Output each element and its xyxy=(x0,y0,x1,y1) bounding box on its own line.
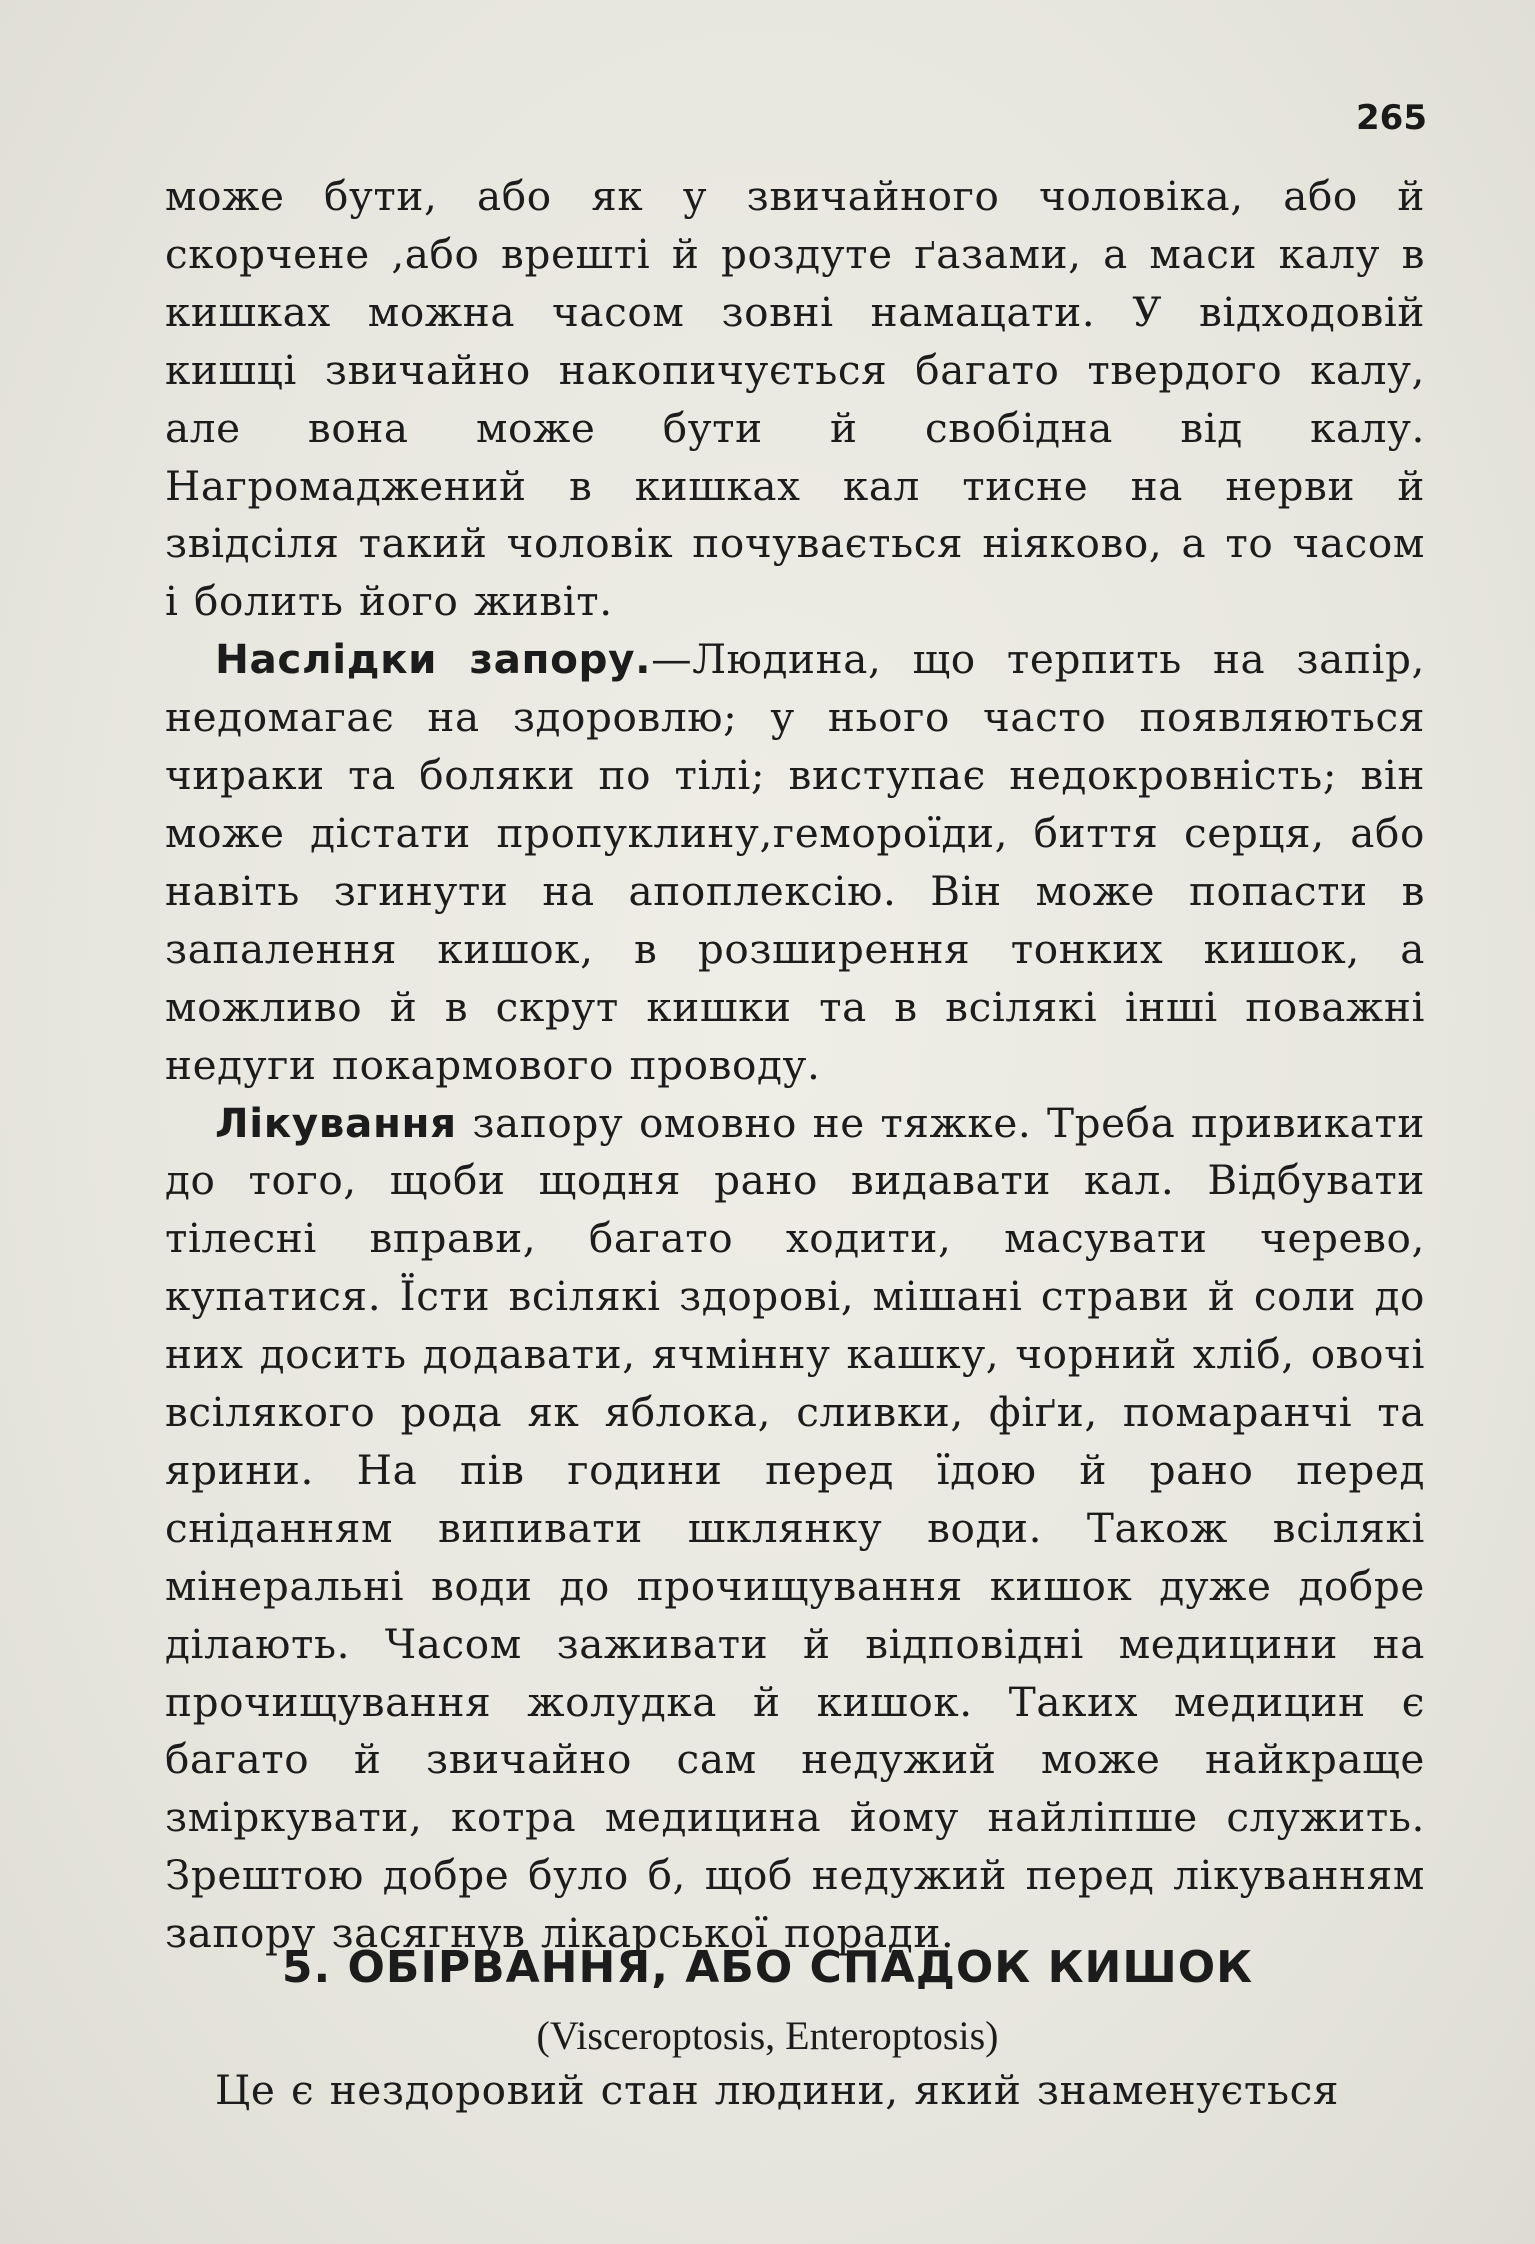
paragraph-2-text: —Людина, що терпить на запір, недомагає на здоровлю; у нього часто появляються чираки та боляки по тілі; виступає недокровність; він може дістати пропуклину,гемороїди, биття серця, або навіть згинути на апоплексію. Він може попасти в запалення кишок, в розширення тонких кишок, а можливо й в скрут кишки та в всілякі інші поважні недуги покармового проводу. xyxy=(165,635,1425,1089)
page-number: 265 xyxy=(1356,98,1427,138)
section-title: 5. ОБІРВАННЯ, АБО СПАДОК КИШОК xyxy=(281,1942,1254,1993)
section-subtitle: (Visceroptosis, Enteroptosis) xyxy=(536,2013,999,2058)
paragraph-3 xyxy=(165,1095,1425,1964)
paragraph-2 xyxy=(165,631,1425,1094)
paragraph-3-heading: Лікування xyxy=(215,1098,457,1147)
body-text xyxy=(165,168,1425,1963)
paragraph-2-heading: Наслідки запору. xyxy=(215,635,652,684)
section-first-line: Це є нездоровий стан людини, який знаменується xyxy=(215,2066,1340,2114)
paragraph-1-text: може бути, або як у звичайного чоловіка, або й скорчене ,або врешті й роздуте ґазами, а маси калу в кишках можна часом зовні намацати. У відходовій кишці звичайно накопичується багато твердого калу, але вона може бути й свобідна від калу. Нагромаджений в кишках кал тисне на нерви й звідсіля такий чоловік почувається ніяково, а то часом і болить його живіт. xyxy=(165,172,1425,626)
paragraph-1 xyxy=(165,168,1425,631)
paragraph-3-text: запору омовно не тяжке. Треба привикати до того, щоби щодня рано видавати кал. Відбувати тілесні вправи, багато ходити, масувати черево, купатися. Їсти всілякі здорові, мішані страви й соли до них досить додавати, ячмінну кашку, чорний хліб, овочі всілякого рода як яблока, сливки, фіґи, помаранчі та ярини. На пів години перед їдою й рано перед сніданням випивати шклянку води. Також всілякі мінеральні води до прочищування кишок дуже добре ділають. Часом заживати й відповідні медицини на прочищування жолудка й кишок. Таких медицин є багато й звичайно сам недужий може найкраще зміркувати, котра медицина йому найліпше служить. Зрештою добре було б, щоб недужий перед лікуванням запору засягнув лікарської поради. xyxy=(165,1098,1425,1958)
